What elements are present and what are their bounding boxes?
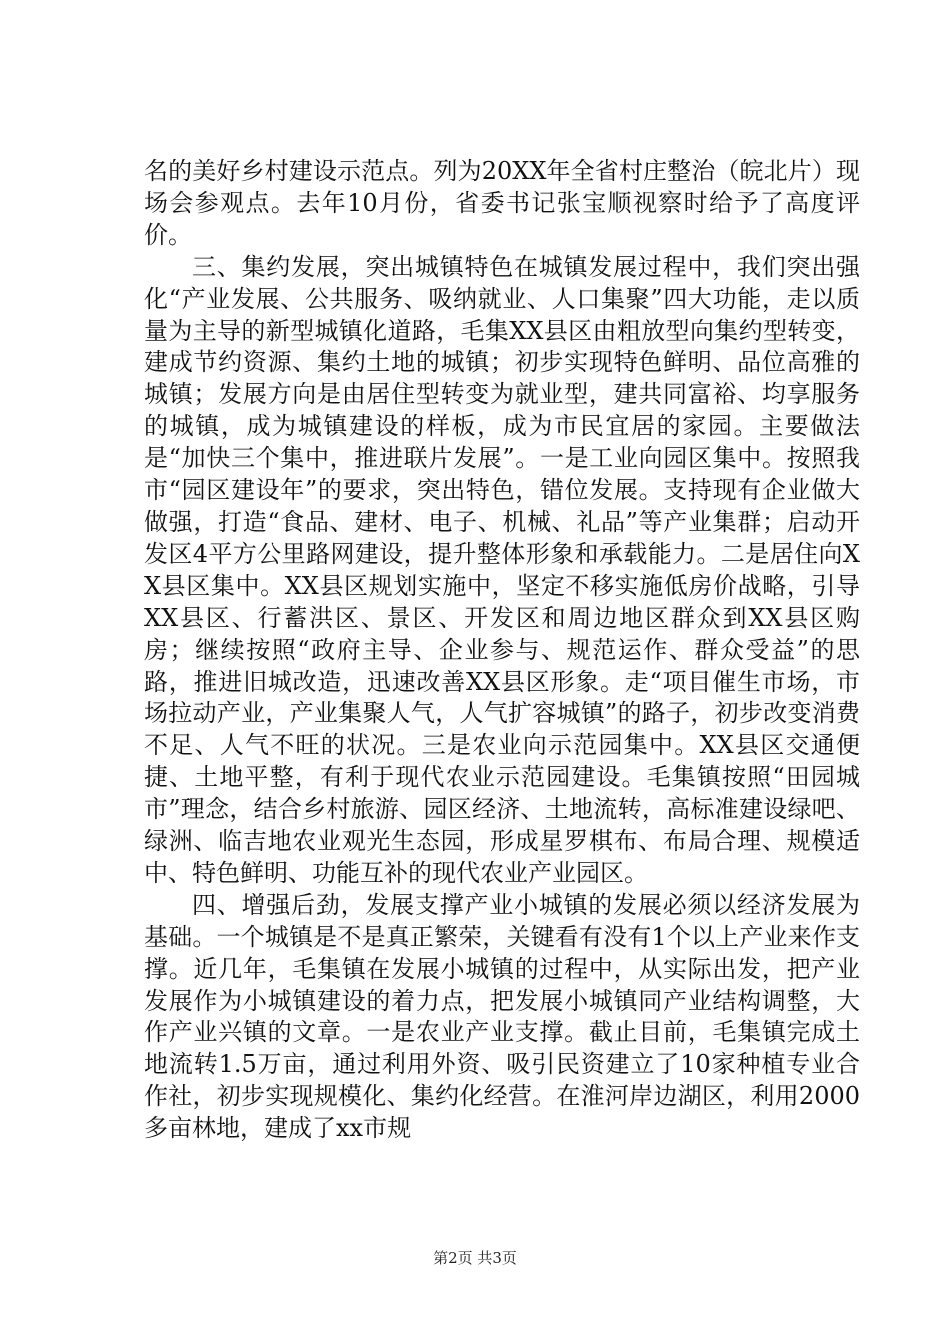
document-body — [144, 156, 860, 1145]
paragraph-continuation: 名的美好乡村建设示范点。列为20XX年全省村庄整治（皖北片）现场会参观点。去年10月份，省委书记张宝顺视察时给予了高度评价。 — [144, 157, 860, 249]
paragraph-section-four: 四、增强后劲，发展支撑产业小城镇的发展必须以经济发展为基础。一个城镇是不是真正繁荣，关键看有没有1个以上产业来作支撑。近几年，毛集镇在发展小城镇的过程中，从实际出发，把产业发展作为小城镇建设的着力点，把发展小城镇同产业结构调整，大作产业兴镇的文章。一是农业产业支撑。截止目前，毛集镇完成土地流转1.5万亩，通过利用外资、吸引民资建立了10家种植专业合作社，初步实现规模化、集约化经营。在淮河岸边湖区，利用2000多亩林地，建成了xx市规 — [144, 890, 860, 1143]
paragraph-section-three: 三、集约发展，突出城镇特色在城镇发展过程中，我们突出强化“产业发展、公共服务、吸纳就业、人口集聚”四大功能，走以质量为主导的新型城镇化道路，毛集XX县区由粗放型向集约型转变，建成节约资源、集约土地的城镇；初步实现特色鲜明、品位高雅的城镇；发展方向是由居住型转变为就业型，建共同富裕、均享服务的城镇，成为城镇建设的样板，成为市民宜居的家园。主要做法是“加快三个集中，推进联片发展”。一是工业向园区集中。按照我市“园区建设年”的要求，突出特色，错位发展。支持现有企业做大做强，打造“食品、建材、电子、机械、礼品”等产业集群；启动开发区4平方公里路网建设，提升整体形象和承载能力。二是居住向XX县区集中。XX县区规划实施中，坚定不移实施低房价战略，引导XX县区、行蓄洪区、景区、开发区和周边地区群众到XX县区购房；继续按照“政府主导、企业参与、规范运作、群众受益”的思路，推进旧城改造，迅速改善XX县区形象。走“项目催生市场，市场拉动产业，产业集聚人气，人气扩容城镇”的路子，初步改变消费不足、人气不旺的状况。三是农业向示范园集中。XX县区交通便捷、土地平整，有利于现代农业示范园建设。毛集镇按照“田园城市”理念，结合乡村旅游、园区经济、土地流转，高标准建设绿吧、绿洲、临吉地农业观光生态园，形成星罗棋布、布局合理、规模适中、特色鲜明、功能互补的现代农业产业园区。 — [144, 252, 860, 887]
page-number-footer: 第2页 共3页 — [433, 1249, 517, 1267]
